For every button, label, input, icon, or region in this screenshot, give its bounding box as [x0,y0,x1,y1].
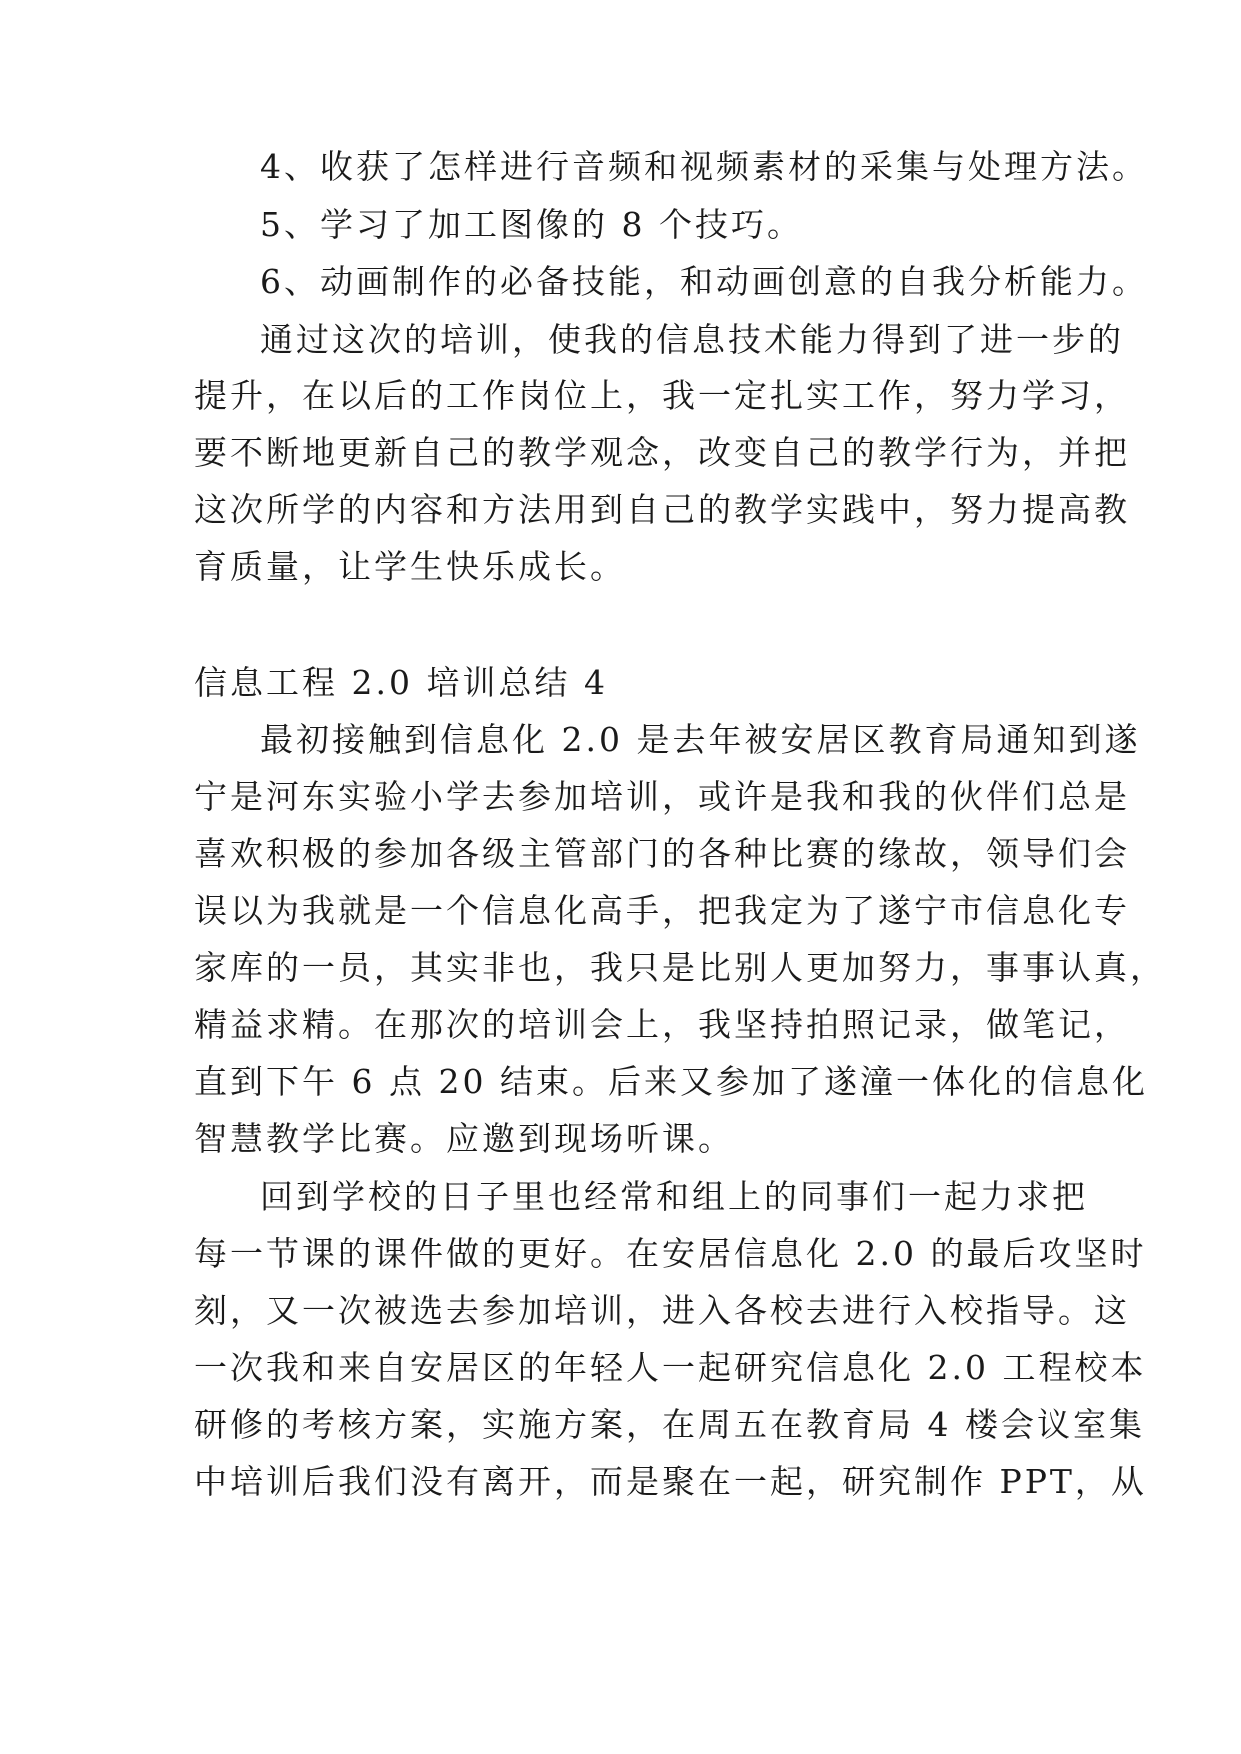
paragraph-line: 喜欢积极的参加各级主管部门的各种比赛的缘故，领导们会 [194,834,1130,873]
list-item-4: 4、收获了怎样进行音频和视频素材的采集与处理方法。 [260,147,1148,186]
paragraph-line: 宁是河东实验小学去参加培训，或许是我和我的伙伴们总是 [194,777,1130,816]
paragraph-line: 中培训后我们没有离开，而是聚在一起，研究制作 PPT，从 [194,1462,1147,1501]
paragraph-line: 每一节课的课件做的更好。在安居信息化 2.0 的最后攻坚时 [194,1234,1147,1273]
list-item-5: 5、学习了加工图像的 8 个技巧。 [260,205,803,244]
paragraph-line: 提升，在以后的工作岗位上，我一定扎实工作，努力学习， [194,376,1130,415]
paragraph-line: 直到下午 6 点 20 结束。后来又参加了遂潼一体化的信息化 [194,1062,1148,1101]
section-title: 信息工程 2.0 培训总结 4 [194,663,608,702]
paragraph-line: 误以为我就是一个信息化高手，把我定为了遂宁市信息化专 [194,891,1130,930]
paragraph-line: 智慧教学比赛。应邀到现场听课。 [194,1119,734,1158]
paragraph-line: 通过这次的培训，使我的信息技术能力得到了进一步的 [260,320,1124,359]
paragraph-line: 回到学校的日子里也经常和组上的同事们一起力求把 [260,1177,1088,1216]
paragraph-line: 精益求精。在那次的培训会上，我坚持拍照记录，做笔记， [194,1005,1130,1044]
paragraph-line: 这次所学的内容和方法用到自己的教学实践中，努力提高教 [194,490,1130,529]
paragraph-line: 最初接触到信息化 2.0 是去年被安居区教育局通知到遂 [260,720,1141,759]
paragraph-line: 育质量，让学生快乐成长。 [194,547,626,586]
paragraph-line: 要不断地更新自己的教学观念，改变自己的教学行为，并把 [194,433,1130,472]
paragraph-line: 研修的考核方案，实施方案，在周五在教育局 4 楼会议室集 [194,1405,1145,1444]
paragraph-line: 一次我和来自安居区的年轻人一起研究信息化 2.0 工程校本 [194,1348,1147,1387]
paragraph-line: 刻，又一次被选去参加培训，进入各校去进行入校指导。这 [194,1291,1130,1330]
paragraph-line: 家库的一员，其实非也，我只是比别人更加努力，事事认真， [194,948,1166,987]
list-item-6: 6、动画制作的必备技能，和动画创意的自我分析能力。 [260,262,1148,301]
